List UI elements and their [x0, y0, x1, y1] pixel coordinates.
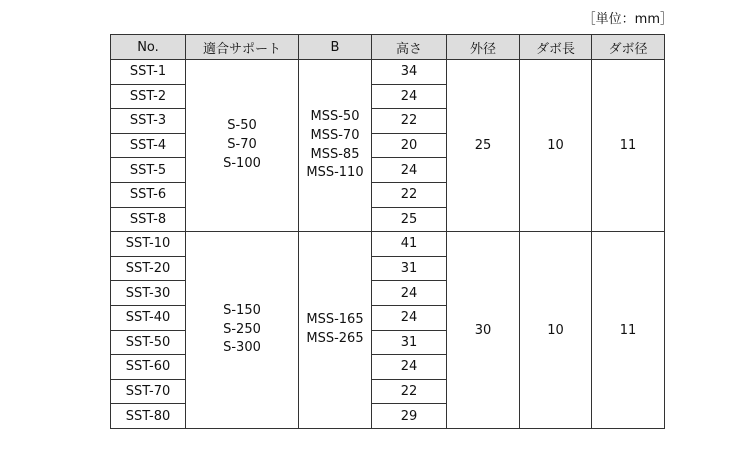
cell-height: 24	[372, 305, 447, 330]
cell-no: SST-40	[111, 305, 186, 330]
cell-outer-diameter: 25	[447, 60, 520, 232]
cell-outer-diameter: 30	[447, 232, 520, 429]
cell-height: 22	[372, 182, 447, 207]
cell-support	[186, 60, 299, 232]
cell-no: SST-20	[111, 256, 186, 281]
support-item: S-50	[227, 118, 257, 134]
cell-support	[186, 232, 299, 429]
cell-height: 25	[372, 207, 447, 232]
support-item: S-250	[223, 321, 261, 337]
cell-no: SST-3	[111, 109, 186, 134]
cell-no: SST-8	[111, 207, 186, 232]
b-item: MSS-110	[306, 165, 364, 181]
cell-height: 24	[372, 158, 447, 183]
header-support: 適合サポート	[186, 35, 299, 60]
cell-no: SST-1	[111, 60, 186, 85]
cell-no: SST-70	[111, 379, 186, 404]
cell-height: 34	[372, 60, 447, 85]
support-item: S-150	[223, 302, 261, 318]
cell-height: 24	[372, 281, 447, 306]
cell-height: 29	[372, 404, 447, 429]
cell-no: SST-60	[111, 355, 186, 380]
cell-height: 24	[372, 355, 447, 380]
cell-dowel-length: 10	[520, 232, 592, 429]
cell-height: 22	[372, 379, 447, 404]
cell-dowel-length: 10	[520, 60, 592, 232]
cell-height: 24	[372, 84, 447, 109]
header-row	[111, 35, 665, 60]
cell-dowel-diameter: 11	[592, 60, 665, 232]
b-item: MSS-165	[306, 312, 364, 328]
spec-table	[110, 34, 665, 429]
b-item: MSS-265	[306, 331, 364, 347]
cell-height: 31	[372, 330, 447, 355]
unit-label: ［単位：mm］	[582, 12, 673, 27]
b-item: MSS-70	[310, 127, 360, 143]
cell-no: SST-80	[111, 404, 186, 429]
cell-no: SST-10	[111, 232, 186, 257]
cell-b	[299, 232, 372, 429]
cell-no: SST-2	[111, 84, 186, 109]
header-height: 高さ	[372, 35, 447, 60]
header-dowel-diameter: ダボ径	[592, 35, 665, 60]
cell-height: 41	[372, 232, 447, 257]
b-item: MSS-50	[310, 108, 360, 124]
support-item: S-300	[223, 340, 261, 356]
cell-b	[299, 60, 372, 232]
cell-height: 31	[372, 256, 447, 281]
cell-height: 22	[372, 109, 447, 134]
header-outer-diameter: 外径	[447, 35, 520, 60]
support-item: S-70	[227, 137, 257, 153]
cell-no: SST-5	[111, 158, 186, 183]
cell-dowel-diameter: 11	[592, 232, 665, 429]
cell-height: 20	[372, 133, 447, 158]
cell-no: SST-4	[111, 133, 186, 158]
support-item: S-100	[223, 156, 261, 171]
header-dowel-length: ダボ長	[520, 35, 592, 60]
b-item: MSS-85	[310, 146, 360, 162]
cell-no: SST-6	[111, 182, 186, 207]
cell-no: SST-30	[111, 281, 186, 306]
header-no: No.	[111, 35, 186, 60]
table-row	[111, 60, 665, 85]
header-b: B	[299, 35, 372, 60]
table-row	[111, 232, 665, 257]
cell-no: SST-50	[111, 330, 186, 355]
